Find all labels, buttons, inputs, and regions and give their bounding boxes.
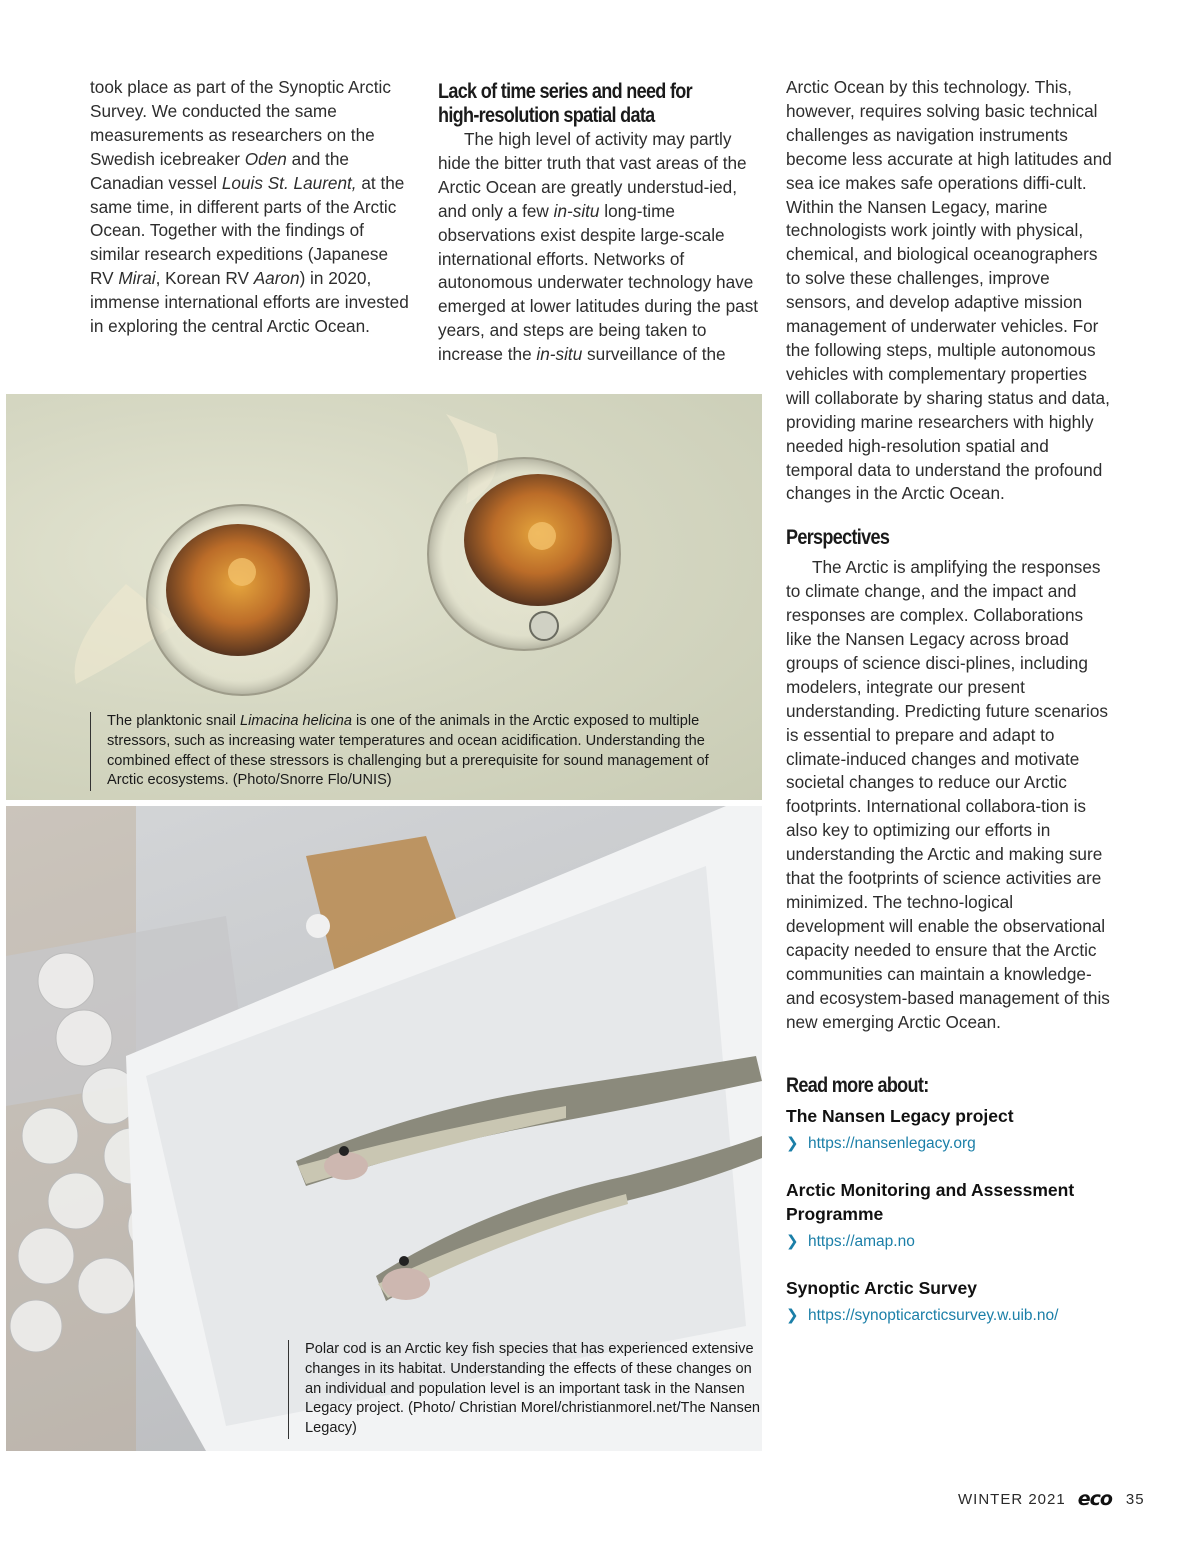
paragraph — [438, 128, 763, 367]
ship-name: Louis St. Laurent, — [221, 172, 357, 193]
ship-name: Aaron — [253, 268, 300, 289]
polar-cod-caption: Polar cod is an Arctic key fish species that has experienced extensive changes in its habitat. Understanding the effects of these changes on an individual and population level is an important task in the Nansen Legacy project. (Photo/ Christian Morel/christianmorel.net/The Nansen Legacy) — [288, 1340, 765, 1439]
text: and the Canadian vessel — [90, 148, 349, 193]
section-heading — [438, 80, 718, 128]
chevron-right-icon: ❯ — [786, 1135, 799, 1153]
link-url[interactable]: https://synopticarcticsurvey.w.uib.no/ — [808, 1307, 1059, 1325]
read-more-heading: Read more about: — [786, 1074, 929, 1098]
chevron-right-icon: ❯ — [786, 1307, 799, 1325]
page-number: 35 — [1125, 1490, 1145, 1508]
caption-text: is one of the animals in the Arctic exposed to multiple stressors, such as increasing water temperatures and ocean acidification. Understanding the combined effect of these stressors is challenging but a prerequisite for sound management of Arctic ecosystems. (Photo/Snorre Flo/UNIS) — [107, 713, 709, 789]
link-url[interactable]: https://nansenlegacy.org — [808, 1135, 976, 1153]
read-more-title: Arctic Monitoring and Assessment Programme — [786, 1180, 1075, 1225]
column-1 — [90, 76, 412, 339]
text: long-time observations exist despite large-scale international efforts. Networks of autonomous underwater technology have emerged at lower latitudes during the past years, and steps are being taken to increase the — [438, 200, 759, 365]
text: ) in 2020, immense international efforts are invested in exploring the central Arctic Ocean. — [90, 268, 409, 337]
page-footer — [958, 1488, 1145, 1510]
snail-caption — [90, 712, 747, 791]
italic-term: in-situ — [553, 200, 600, 221]
section-heading: Perspectives — [786, 526, 890, 550]
read-more-title: Synoptic Arctic Survey — [786, 1278, 977, 1299]
column-2 — [438, 80, 763, 367]
chevron-right-icon: ❯ — [786, 1233, 799, 1251]
read-more-item — [786, 1104, 1112, 1156]
ship-name: Mirai — [118, 268, 156, 289]
species-name: Limacina helicina — [240, 713, 352, 729]
column-3 — [786, 76, 1112, 1328]
text: surveillance of the — [582, 344, 726, 365]
text: at the same time, in different parts of the Arctic Ocean. Together with the findings of similar research expeditions (Japanese RV — [90, 172, 405, 289]
caption-text: The planktonic snail — [107, 713, 241, 729]
read-more-link[interactable] — [786, 1304, 1112, 1328]
paragraph — [90, 76, 412, 339]
heading-line: Lack of time series and need for — [438, 80, 692, 103]
italic-term: in-situ — [536, 344, 583, 365]
read-more-box — [786, 1074, 1112, 1328]
ship-name: Oden — [244, 148, 287, 169]
paragraph: The Arctic is amplifying the responses to climate change, and the impact and responses are complex. Collaborations like the Nansen Legacy across broad groups of science disci-plines, including modelers, integrate our present understanding. Predicting future scenarios is essential to prepare and adapt to climate-induced changes and motivate societal changes to reduce our Arctic footprints. International collabora-tion is also key to optimizing our efforts in understanding the Arctic and making sure that the footprints of science activities are minimized. The techno-logical development will enable the observational capacity needed to ensure that the Arctic communities can maintain a knowledge- and ecosystem-based management of this new emerging Arctic Ocean. — [786, 557, 1110, 1032]
text: The high level of activity may partly hide the bitter truth that vast areas of the Arctic Ocean are greatly understud-ied, and only a few — [438, 129, 747, 221]
paragraph: Arctic Ocean by this technology. This, however, requires solving basic technical challenges as navigation instruments become less accurate at high latitudes and sea ice makes safe operations diffi-cult. Within the Nansen Legacy, marine technologists work jointly with physical, chemical, and biological oceanographers to solve these challenges, improve sensors, and develop adaptive mission management of underwater vehicles. For the following steps, multiple autonomous vehicles with complementary properties will collaborate by sharing status and data, providing marine researchers with highly needed high-resolution spatial and temporal data to understand the profound changes in the Arctic Ocean. — [786, 77, 1112, 504]
issue-label: WINTER 2021 — [958, 1490, 1066, 1508]
read-more-item — [786, 1276, 1112, 1328]
heading-line: high-resolution spatial data — [438, 104, 655, 127]
eco-logo: eco — [1077, 1488, 1112, 1510]
link-url[interactable]: https://amap.no — [808, 1233, 915, 1251]
text: , Korean RV — [155, 268, 254, 289]
read-more-link[interactable] — [786, 1132, 1112, 1156]
read-more-link[interactable] — [786, 1230, 1112, 1254]
text: took place as part of the Synoptic Arctic Survey. We conducted the same measurements as researchers on the Swedish icebreaker — [90, 77, 391, 169]
read-more-item — [786, 1178, 1112, 1254]
read-more-title: The Nansen Legacy project — [786, 1106, 1014, 1127]
